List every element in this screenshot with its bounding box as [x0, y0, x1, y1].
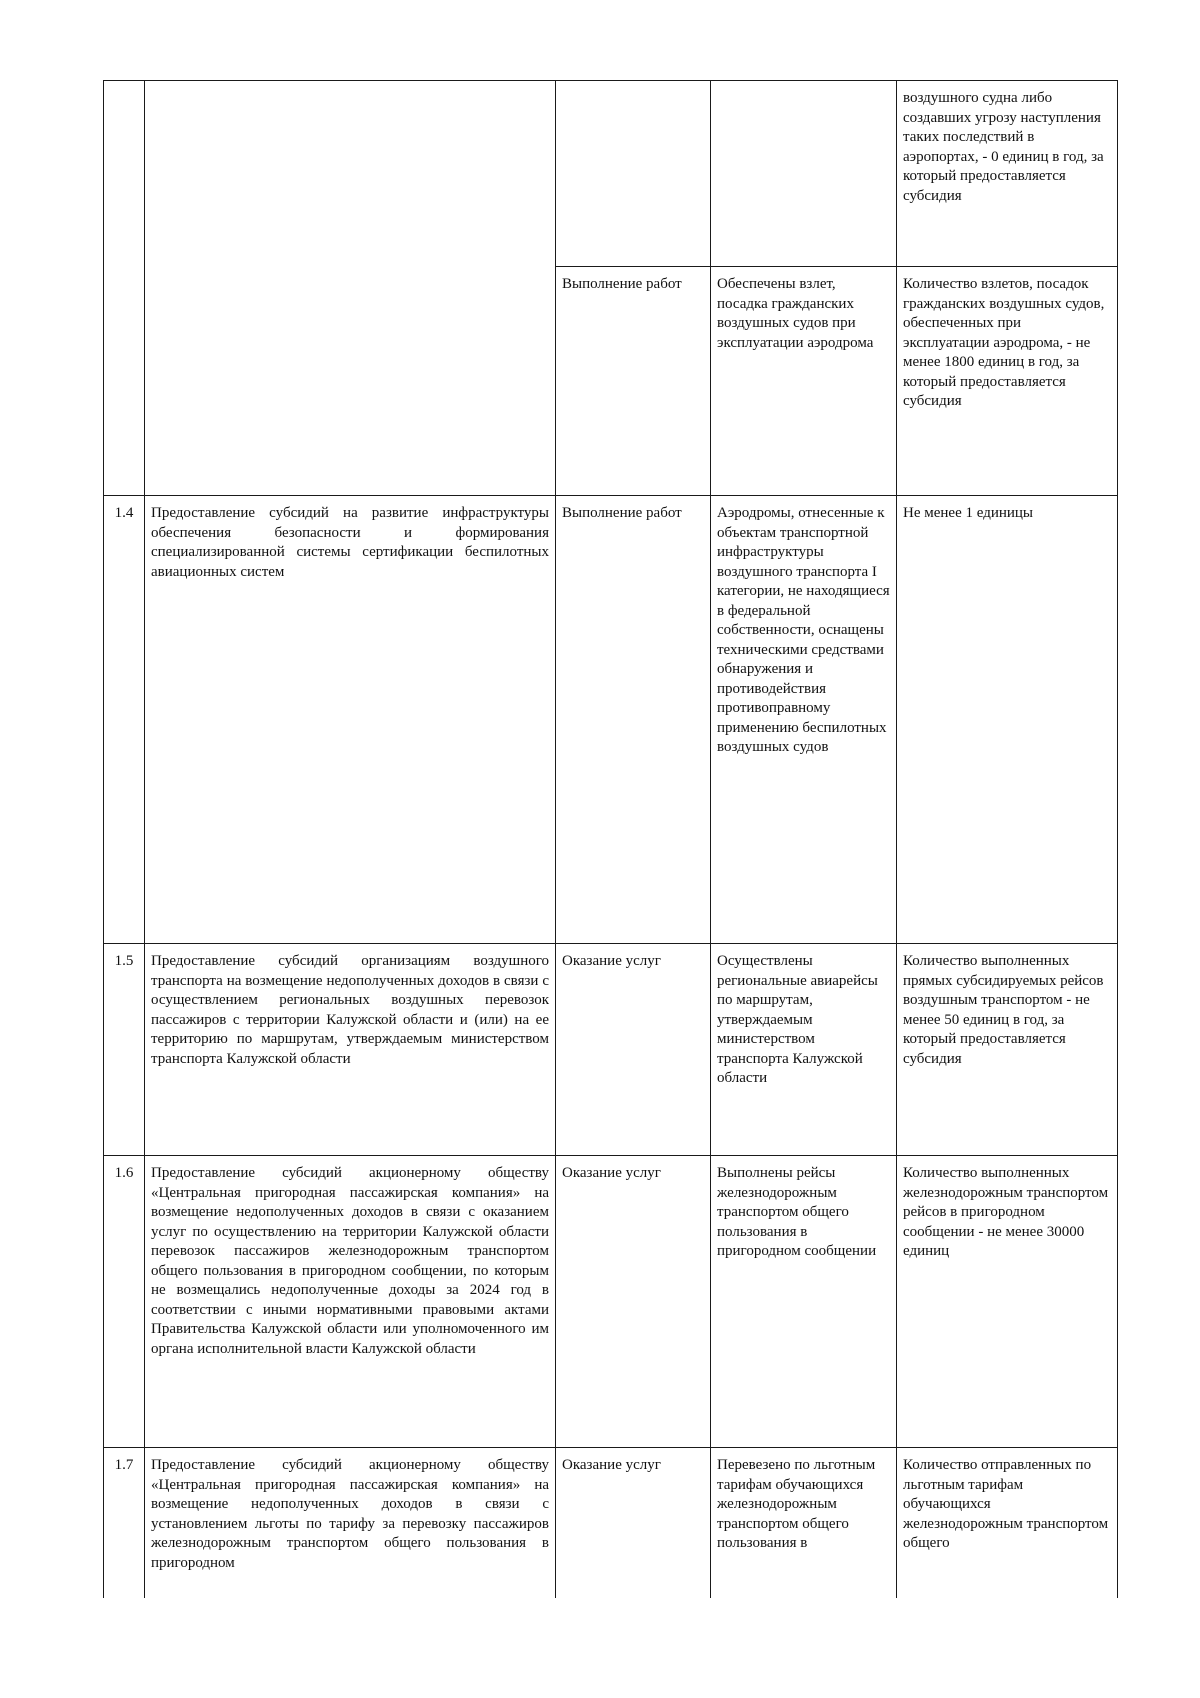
measure-name: Предоставление субсидий акционерному обществу «Центральная пригородная пассажирская компания» на возмещение недополученных доходов в связи с оказанием услуг по осуществлению на территории Калужской области перевозок пассажиров железнодорожным транспортом общего пользования в пригородном сообщении, по которым не возмещались недополученные доходы за 2024 год в соответствии с иными нормативными правовыми актами Правительства Калужской области или уполномоченного им органа исполнительной власти Калужской области	[145, 1156, 556, 1448]
row-number: 1.5	[104, 944, 145, 1156]
table-row	[104, 81, 1118, 267]
measure-indicator: Количество отправленных по льготным тарифам обучающихся железнодорожным транспортом общего	[897, 1448, 1118, 1598]
measure-name: Предоставление субсидий на развитие инфраструктуры обеспечения безопасности и формирования специализированной системы сертификации беспилотных авиационных систем	[145, 496, 556, 944]
measure-type: Оказание услуг	[556, 1448, 711, 1598]
measure-result: Выполнены рейсы железнодорожным транспортом общего пользования в пригородном сообщении	[711, 1156, 897, 1448]
measures-table	[103, 80, 1118, 1598]
row-number: 1.7	[104, 1448, 145, 1598]
table-row	[104, 496, 1118, 944]
measure-name	[145, 81, 556, 496]
measure-indicator: Не менее 1 единицы	[897, 496, 1118, 944]
measure-type	[556, 81, 711, 267]
measure-indicator: Количество выполненных прямых субсидируемых рейсов воздушным транспортом - не менее 50 единиц в год, за который предоставляется субсидия	[897, 944, 1118, 1156]
measure-result	[711, 81, 897, 267]
measure-indicator: Количество взлетов, посадок гражданских воздушных судов, обеспеченных при эксплуатации аэродрома, - не менее 1800 единиц в год, за который предоставляется субсидия	[897, 267, 1118, 496]
measure-indicator: Количество выполненных железнодорожным транспортом рейсов в пригородном сообщении - не менее 30000 единиц	[897, 1156, 1118, 1448]
measure-result: Осуществлены региональные авиарейсы по маршрутам, утверждаемым министерством транспорта Калужской области	[711, 944, 897, 1156]
row-number	[104, 81, 145, 496]
measure-result: Обеспечены взлет, посадка гражданских воздушных судов при эксплуатации аэродрома	[711, 267, 897, 496]
measure-type: Оказание услуг	[556, 944, 711, 1156]
measure-type: Выполнение работ	[556, 496, 711, 944]
measure-type: Выполнение работ	[556, 267, 711, 496]
table-row	[104, 1156, 1118, 1448]
measure-name: Предоставление субсидий организациям воздушного транспорта на возмещение недополученных доходов в связи с осуществлением региональных воздушных перевозок пассажиров с территории Калужской области и (или) на ее территорию по маршрутам, утверждаемым министерством транспорта Калужской области	[145, 944, 556, 1156]
measure-result: Аэродромы, отнесенные к объектам транспортной инфраструктуры воздушного транспорта I категории, не находящиеся в федеральной собственности, оснащены техническими средствами обнаружения и противодействия противоправному применению беспилотных воздушных судов	[711, 496, 897, 944]
table-row	[104, 1448, 1118, 1598]
measure-indicator: воздушного судна либо создавших угрозу наступления таких последствий в аэропортах, - 0 единиц в год, за который предоставляется субсидия	[897, 81, 1118, 267]
table-row	[104, 944, 1118, 1156]
measure-type: Оказание услуг	[556, 1156, 711, 1448]
measure-name: Предоставление субсидий акционерному обществу «Центральная пригородная пассажирская компания» на возмещение недополученных доходов в связи с установлением льготы по тарифу за перевозку пассажиров железнодорожным транспортом общего пользования в пригородном	[145, 1448, 556, 1598]
row-number: 1.6	[104, 1156, 145, 1448]
row-number: 1.4	[104, 496, 145, 944]
measure-result: Перевезено по льготным тарифам обучающихся железнодорожным транспортом общего пользования в	[711, 1448, 897, 1598]
